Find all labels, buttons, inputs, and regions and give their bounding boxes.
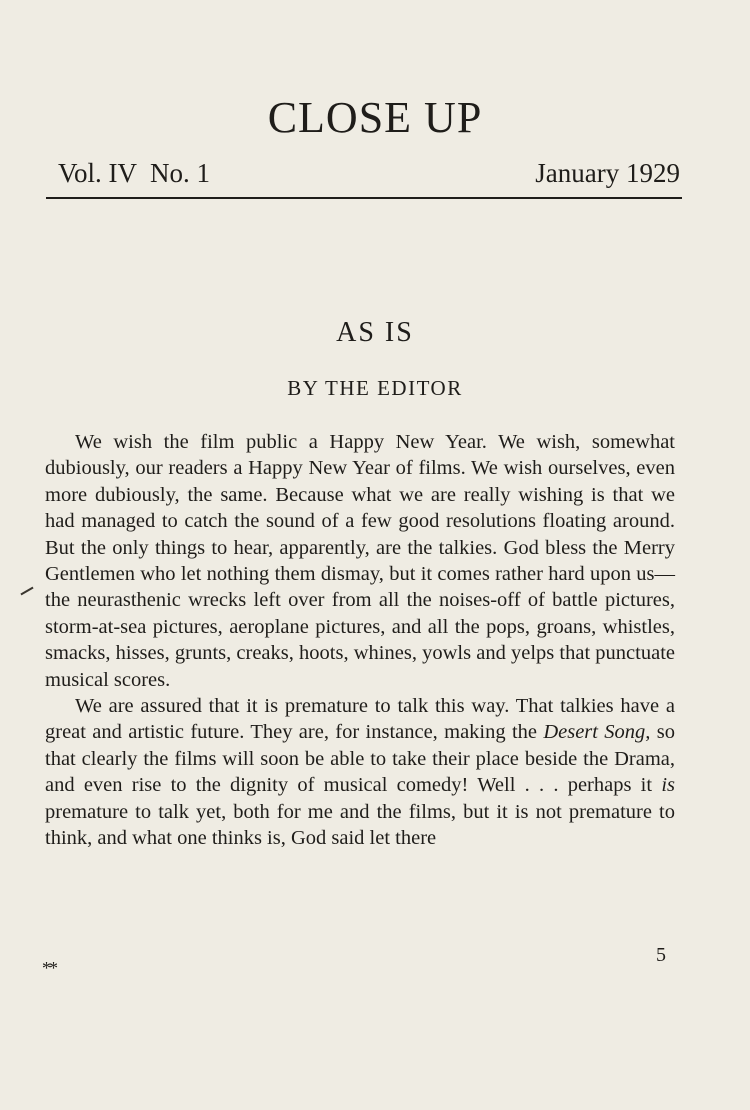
margin-pencil-mark <box>20 587 33 596</box>
page-number: 5 <box>656 944 666 966</box>
italic-title: Desert Song, <box>543 721 651 744</box>
paragraph-text: We are assured that it is premature to talk this way. That talkies have a great and artistic future. They are, for instance, making the <box>45 695 675 744</box>
volume-number: Vol. IV No. 1 <box>58 158 211 188</box>
article-title: AS IS <box>336 317 414 348</box>
signature-mark: ** <box>42 958 56 978</box>
magazine-masthead: CLOSE UP <box>267 93 483 142</box>
paragraph: We wish the film public a Happy New Year. We wish, somewhat dubiously, our readers a Happy New Year of films. We wish ourselves, even more dubiously, the same. Because what we are really wishing is that we had managed to catch the sound of a few good resolutions floating around. But the only things to hear, apparently, are the talkies. God bless the Merry Gentlemen who let nothing them dismay, but it comes rather hard upon us—the neurasthenic wrecks left over from all the noises-off of battle pictures, storm-at-sea pictures, aeroplane pictures, and all the pops, groans, whistles, smacks, hisses, grunts, creaks, hoots, whines, yowls and yelps that punctuate musical scores. <box>45 431 675 691</box>
article-byline: BY THE EDITOR <box>287 376 463 400</box>
paragraph-text: so that clearly the films will soon be able to take their place beside the Drama, and even rise to the dignity of musical comedy! Well . . . perhaps it <box>45 721 675 797</box>
paragraph <box>45 693 675 851</box>
paragraph-text: premature to talk yet, both for me and the films, but it is not premature to think, and what one thinks is, God said let there <box>45 800 675 850</box>
article-body <box>45 429 675 852</box>
italic-emphasis: is <box>661 774 675 797</box>
issue-date: January 1929 <box>535 158 680 188</box>
header-rule <box>46 197 682 199</box>
